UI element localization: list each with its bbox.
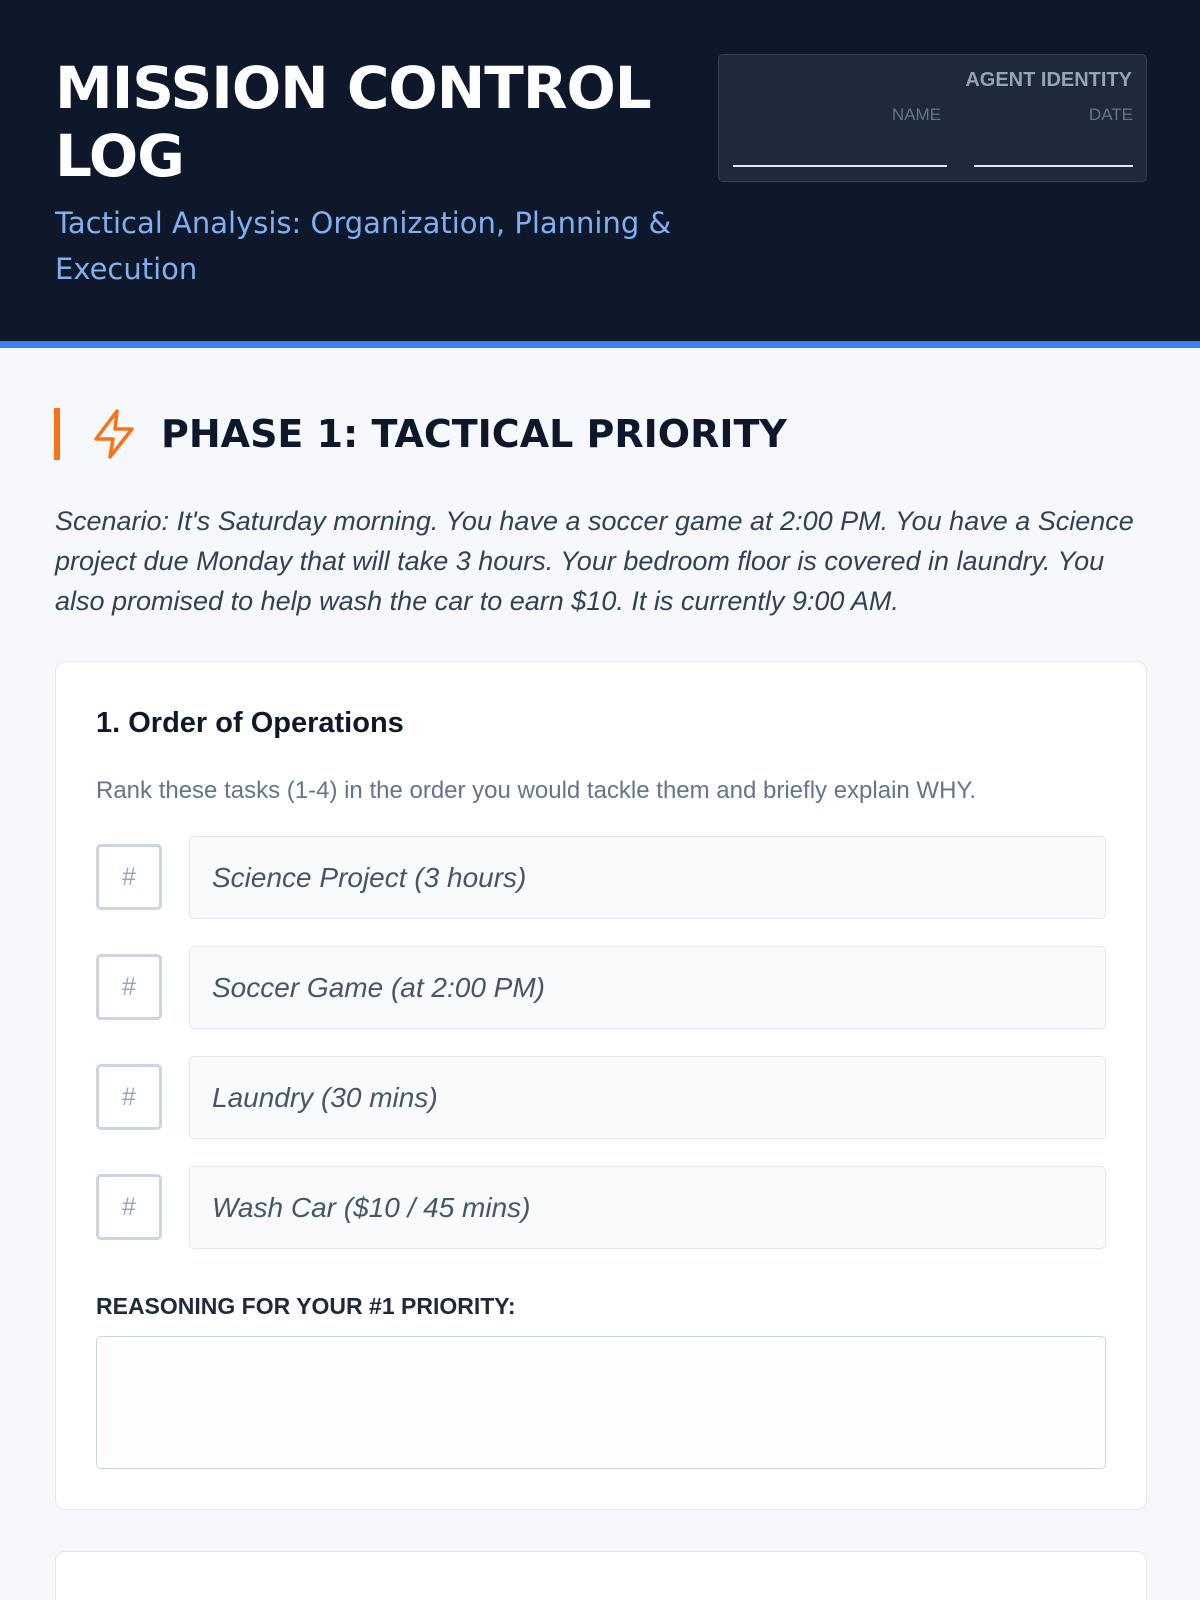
name-field[interactable] [733, 165, 947, 167]
rank-input[interactable]: # [96, 954, 162, 1020]
task-item: Science Project (3 hours) [189, 836, 1106, 919]
page-subtitle: Tactical Analysis: Organization, Planning & Execution [55, 206, 672, 286]
question-instruction: Rank these tasks (1-4) in the order you would tackle them and briefly explain WHY. [96, 777, 976, 804]
date-field[interactable] [974, 165, 1133, 167]
task-item: Laundry (30 mins) [189, 1056, 1106, 1139]
agent-identity-panel [718, 54, 1147, 182]
task-row [96, 946, 1106, 1029]
next-question-card [55, 1551, 1147, 1600]
reasoning-label: REASONING FOR YOUR #1 PRIORITY: [96, 1293, 516, 1319]
phase-accent-bar [54, 408, 60, 460]
name-label: NAME [891, 105, 941, 124]
rank-input[interactable]: # [96, 844, 162, 910]
task-item: Wash Car ($10 / 45 mins) [189, 1166, 1106, 1249]
rank-input[interactable]: # [96, 1174, 162, 1240]
date-label: DATE [1088, 105, 1133, 124]
page-header [0, 0, 1200, 348]
task-item: Soccer Game (at 2:00 PM) [189, 946, 1106, 1029]
agent-identity-title: AGENT IDENTITY [965, 69, 1132, 91]
task-row [96, 836, 1106, 919]
question-card [55, 661, 1147, 1510]
scenario-text: Scenario: It's Saturday morning. You have a soccer game at 2:00 PM. You have a Science project due Monday that will take 3 hours. Your bedroom floor is covered in laundry. You also promised to help wash the car to earn $10. It is currently 9:00 AM. [55, 506, 1134, 616]
question-title: 1. Order of Operations [96, 707, 404, 739]
lightning-bolt-icon [90, 408, 138, 460]
page-title: MISSION CONTROL LOG [55, 54, 651, 190]
rank-input[interactable]: # [96, 1064, 162, 1130]
phase-title: PHASE 1: TACTICAL PRIORITY [161, 412, 787, 456]
task-row [96, 1056, 1106, 1139]
task-row [96, 1166, 1106, 1249]
reasoning-textarea[interactable] [96, 1336, 1106, 1469]
